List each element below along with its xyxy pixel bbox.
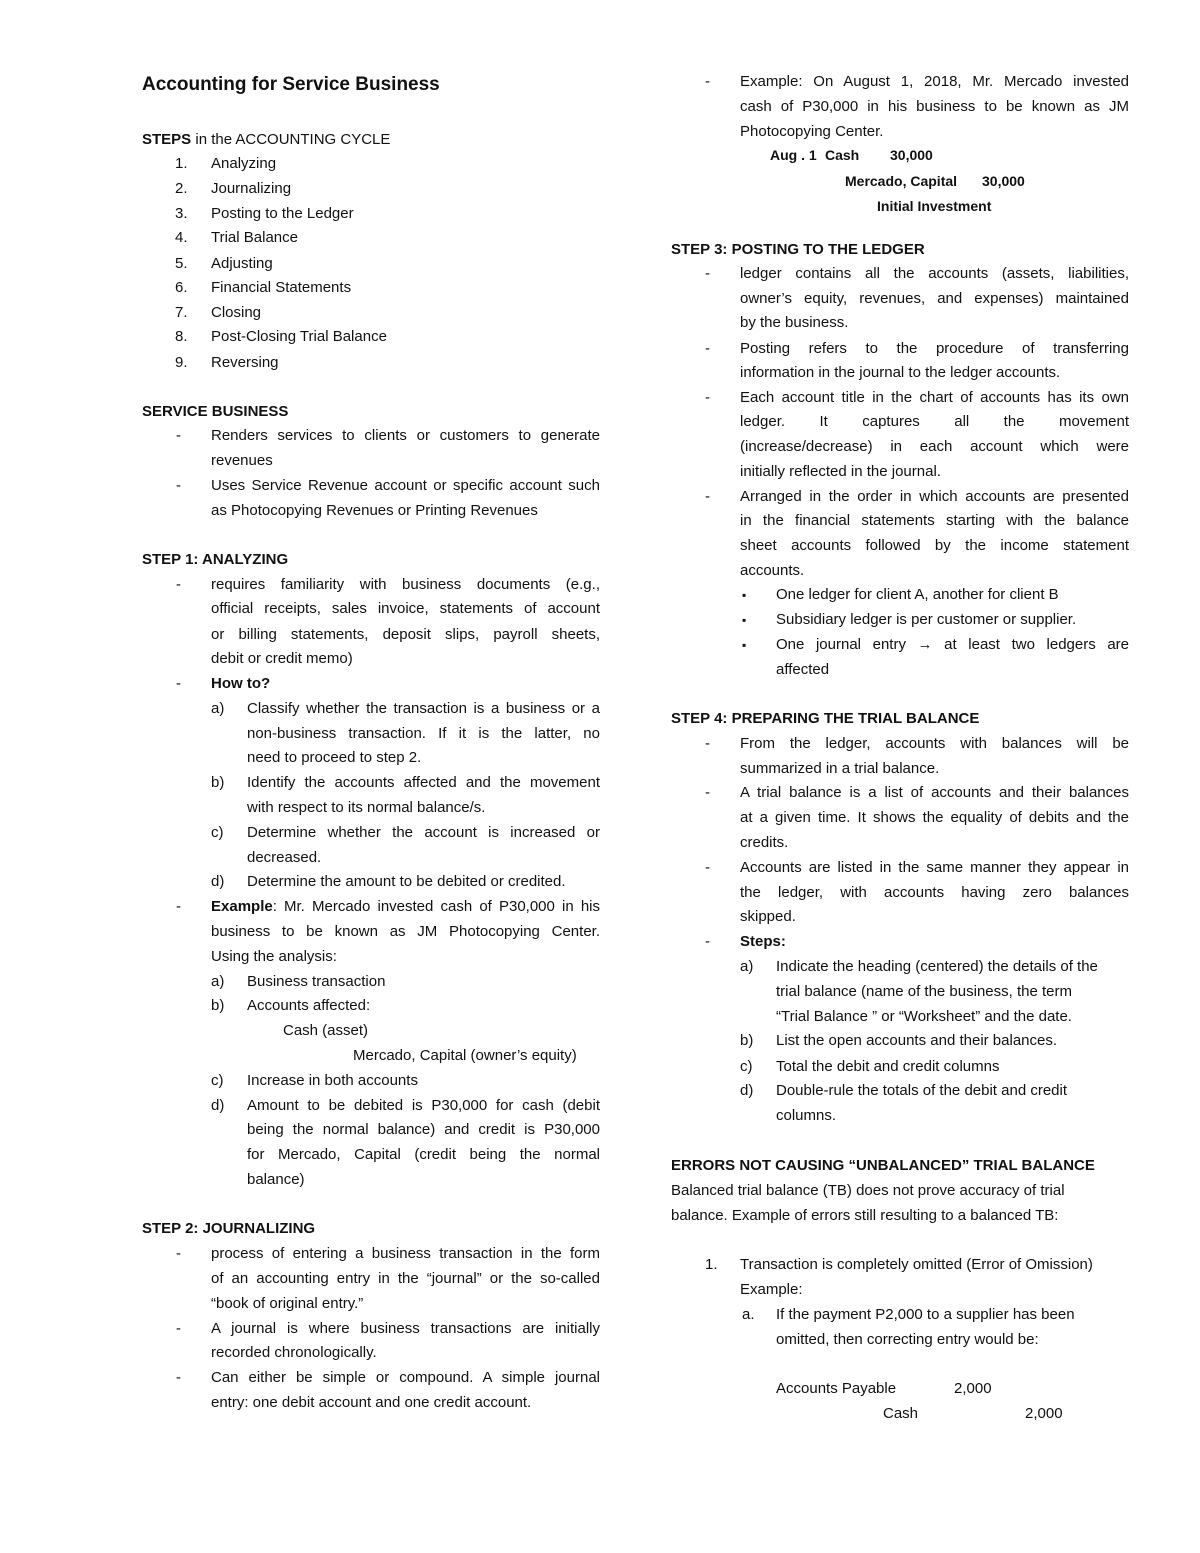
list-item: Adjusting [211, 255, 273, 272]
list-item: Journalizing [211, 180, 292, 197]
paragraph-line: process of entering a business transaction in the form [211, 1245, 600, 1262]
list-letter: a) [211, 700, 225, 717]
paragraph-line: being the normal balance) and credit is P30,000 [247, 1121, 600, 1138]
paragraph-line: Total the debit and credit columns [776, 1058, 1000, 1075]
bullet-dash: - [176, 1245, 181, 1262]
paragraph-line: of an accounting entry in the “journal” or the so-called [211, 1270, 600, 1287]
paragraph-line: ledger. It captures all the movement [740, 413, 1129, 430]
journal-credit-amount: 30,000 [982, 173, 1025, 189]
list-letter: d) [211, 1097, 225, 1114]
journal-debit-account: Cash [825, 147, 860, 163]
bullet-dash: - [705, 933, 710, 950]
paragraph-line: Example: [740, 1281, 803, 1298]
paragraph-line: non-business transaction. If it is the latter, no [247, 725, 600, 742]
paragraph-line: Example: Mr. Mercado invested cash of P30,000 in his [211, 898, 600, 915]
paragraph-line: official receipts, sales invoice, statements of account [211, 600, 600, 617]
paragraph-line: owner’s equity, revenues, and expenses) maintained [740, 290, 1129, 307]
paragraph-line: with respect to its normal balance/s. [247, 799, 486, 816]
paragraph-line: in the financial statements starting with the balance [740, 512, 1129, 529]
bullet-dash: - [705, 265, 710, 282]
paragraph-line: ledger contains all the accounts (assets, liabilities, [740, 265, 1129, 282]
step2-heading: STEP 2: JOURNALIZING [142, 1220, 316, 1237]
bullet-dash: - [705, 784, 710, 801]
paragraph-line: revenues [211, 452, 273, 469]
paragraph-line: at a given time. It shows the equality of debits and the [740, 809, 1129, 826]
paragraph-line: If the payment P2,000 to a supplier has been [776, 1306, 1075, 1323]
paragraph-line: skipped. [740, 908, 796, 925]
paragraph-line: summarized in a trial balance. [740, 760, 940, 777]
paragraph-line: recorded chronologically. [211, 1344, 377, 1361]
paragraph-line: as Photocopying Revenues or Printing Revenues [211, 502, 538, 519]
journal-date: Aug . 1 [770, 147, 817, 163]
paragraph-line: List the open accounts and their balances. [776, 1032, 1058, 1049]
list-number: 4. [175, 229, 188, 246]
paragraph-line: Posting refers to the procedure of transferring [740, 340, 1129, 357]
paragraph-line: information in the journal to the ledger accounts. [740, 364, 1061, 381]
bullet-square: ▪ [742, 613, 747, 627]
paragraph-line: affected [776, 661, 830, 678]
paragraph-line: debit or credit memo) [211, 650, 353, 667]
list-letter: b) [211, 997, 225, 1014]
journal-credit-account: Mercado, Capital [845, 173, 958, 189]
paragraph-line: decreased. [247, 849, 322, 866]
list-item: Post-Closing Trial Balance [211, 328, 387, 345]
paragraph-line: entry: one debit account and one credit account. [211, 1394, 532, 1411]
paragraph-line: balance) [247, 1171, 305, 1188]
paragraph-line: columns. [776, 1107, 837, 1124]
credit-account: Cash [883, 1405, 919, 1422]
paragraph-line: (increase/decrease) in each account which were [740, 438, 1129, 455]
paragraph-line: Accounts affected: [247, 997, 371, 1014]
bullet-dash: - [176, 1320, 181, 1337]
paragraph-line: Each account title in the chart of accounts has its own [740, 389, 1129, 406]
debit-account: Accounts Payable [776, 1380, 897, 1397]
paragraph-line: Transaction is completely omitted (Error of Omission) [740, 1256, 1093, 1273]
paragraph-line: or billing statements, deposit slips, payroll sheets, [211, 626, 600, 643]
paragraph-line: “book of original entry.” [211, 1295, 364, 1312]
step3-heading: STEP 3: POSTING TO THE LEDGER [671, 241, 925, 258]
list-number: 8. [175, 328, 188, 345]
paragraph-line: sheet accounts followed by the income statement [740, 537, 1129, 554]
list-number: 6. [175, 279, 188, 296]
document-title: Accounting for Service Business [142, 74, 440, 95]
paragraph-line: initially reflected in the journal. [740, 463, 941, 480]
paragraph-line: “Trial Balance ” or “Worksheet” and the date. [776, 1008, 1072, 1025]
bullet-square: ▪ [742, 638, 747, 652]
bullet-dash: - [705, 389, 710, 406]
bullet-dash: - [176, 675, 181, 692]
errors-heading: ERRORS NOT CAUSING “UNBALANCED” TRIAL BALANCE [671, 1157, 1095, 1174]
paragraph-line: Determine whether the account is increased or [247, 824, 600, 841]
list-letter: a. [742, 1306, 755, 1323]
paragraph-line: Arranged in the order in which accounts are presented [740, 488, 1129, 505]
bullet-dash: - [705, 488, 710, 505]
credit-account: Mercado, Capital (owner’s equity) [353, 1047, 577, 1064]
paragraph-line: Accounts are listed in the same manner they appear in [740, 859, 1129, 876]
journal-memo: Initial Investment [877, 198, 992, 214]
paragraph-line: balance. Example of errors still resulting to a balanced TB: [671, 1207, 1059, 1224]
paragraph-line: Renders services to clients or customers to generate [211, 427, 600, 444]
paragraph-line: requires familiarity with business documents (e.g., [211, 576, 600, 593]
step4-heading: STEP 4: PREPARING THE TRIAL BALANCE [671, 710, 980, 727]
bullet-dash: - [705, 73, 710, 90]
list-item: Financial Statements [211, 279, 352, 296]
paragraph-line: Using the analysis: [211, 948, 337, 965]
paragraph-line: Subsidiary ledger is per customer or supplier. [776, 611, 1077, 628]
debit-account: Cash (asset) [283, 1022, 369, 1039]
paragraph-line: Balanced trial balance (TB) does not prove accuracy of trial [671, 1182, 1065, 1199]
paragraph-line: omitted, then correcting entry would be: [776, 1331, 1039, 1348]
bullet-dash: - [705, 735, 710, 752]
list-item: Analyzing [211, 155, 277, 172]
list-letter: b) [211, 774, 225, 791]
list-number: 1. [175, 155, 188, 172]
list-letter: d) [211, 873, 225, 890]
steps-label: Steps: [740, 933, 786, 950]
list-number: 9. [175, 354, 188, 371]
paragraph-line: trial balance (name of the business, the term [776, 983, 1072, 1000]
list-letter: b) [740, 1032, 754, 1049]
debit-amount: 2,000 [954, 1380, 992, 1397]
how-to-label: How to? [211, 675, 271, 692]
paragraph-line: Photocopying Center. [740, 123, 884, 140]
paragraph-line: One ledger for client A, another for client B [776, 586, 1059, 603]
list-number: 5. [175, 255, 188, 272]
bullet-dash: - [176, 898, 181, 915]
paragraph-line: the ledger, with accounts having zero balances [740, 884, 1129, 901]
paragraph-line: One journal entry → at least two ledgers are [776, 636, 1129, 653]
paragraph-line: need to proceed to step 2. [247, 749, 422, 766]
list-item: Posting to the Ledger [211, 205, 354, 222]
paragraph-line: Business transaction [247, 973, 386, 990]
paragraph-line: Increase in both accounts [247, 1072, 418, 1089]
list-item: Closing [211, 304, 262, 321]
list-letter: c) [740, 1058, 753, 1075]
credit-amount: 2,000 [1025, 1405, 1063, 1422]
bullet-dash: - [705, 340, 710, 357]
bullet-dash: - [176, 576, 181, 593]
paragraph-line: Uses Service Revenue account or specific account such [211, 477, 600, 494]
list-number: 3. [175, 205, 188, 222]
list-number: 7. [175, 304, 188, 321]
list-letter: d) [740, 1082, 754, 1099]
paragraph-line: Can either be simple or compound. A simple journal [211, 1369, 600, 1386]
paragraph-line: Determine the amount to be debited or credited. [247, 873, 566, 890]
service-business-heading: SERVICE BUSINESS [142, 403, 289, 420]
paragraph-line: Example: On August 1, 2018, Mr. Mercado invested [740, 73, 1129, 90]
paragraph-line: Classify whether the transaction is a business or a [247, 700, 600, 717]
step1-heading: STEP 1: ANALYZING [142, 551, 289, 568]
paragraph-line: Indicate the heading (centered) the details of the [776, 958, 1098, 975]
paragraph-line: cash of P30,000 in his business to be known as JM [740, 98, 1129, 115]
paragraph-line: Double-rule the totals of the debit and credit [776, 1082, 1068, 1099]
paragraph-line: business to be known as JM Photocopying Center. [211, 923, 600, 940]
paragraph-line: Identify the accounts affected and the movement [247, 774, 600, 791]
paragraph-line: credits. [740, 834, 789, 851]
list-number: 1. [705, 1256, 718, 1273]
journal-debit-amount: 30,000 [890, 147, 933, 163]
list-letter: c) [211, 824, 224, 841]
paragraph-line: accounts. [740, 562, 805, 579]
paragraph-line: A trial balance is a list of accounts and their balances [740, 784, 1129, 801]
bullet-dash: - [705, 859, 710, 876]
bullet-dash: - [176, 427, 181, 444]
list-letter: a) [211, 973, 225, 990]
list-number: 2. [175, 180, 188, 197]
paragraph-line: for Mercado, Capital (credit being the normal [247, 1146, 600, 1163]
accounting-cycle-heading: STEPS in the ACCOUNTING CYCLE [142, 131, 391, 148]
paragraph-line: From the ledger, accounts with balances will be [740, 735, 1129, 752]
list-item: Reversing [211, 354, 279, 371]
bullet-dash: - [176, 1369, 181, 1386]
list-letter: a) [740, 958, 754, 975]
bullet-square: ▪ [742, 588, 747, 602]
bullet-dash: - [176, 477, 181, 494]
list-letter: c) [211, 1072, 224, 1089]
paragraph-line: by the business. [740, 314, 849, 331]
list-item: Trial Balance [211, 229, 298, 246]
paragraph-line: A journal is where business transactions are initially [211, 1320, 600, 1337]
paragraph-line: Amount to be debited is P30,000 for cash (debit [247, 1097, 600, 1114]
